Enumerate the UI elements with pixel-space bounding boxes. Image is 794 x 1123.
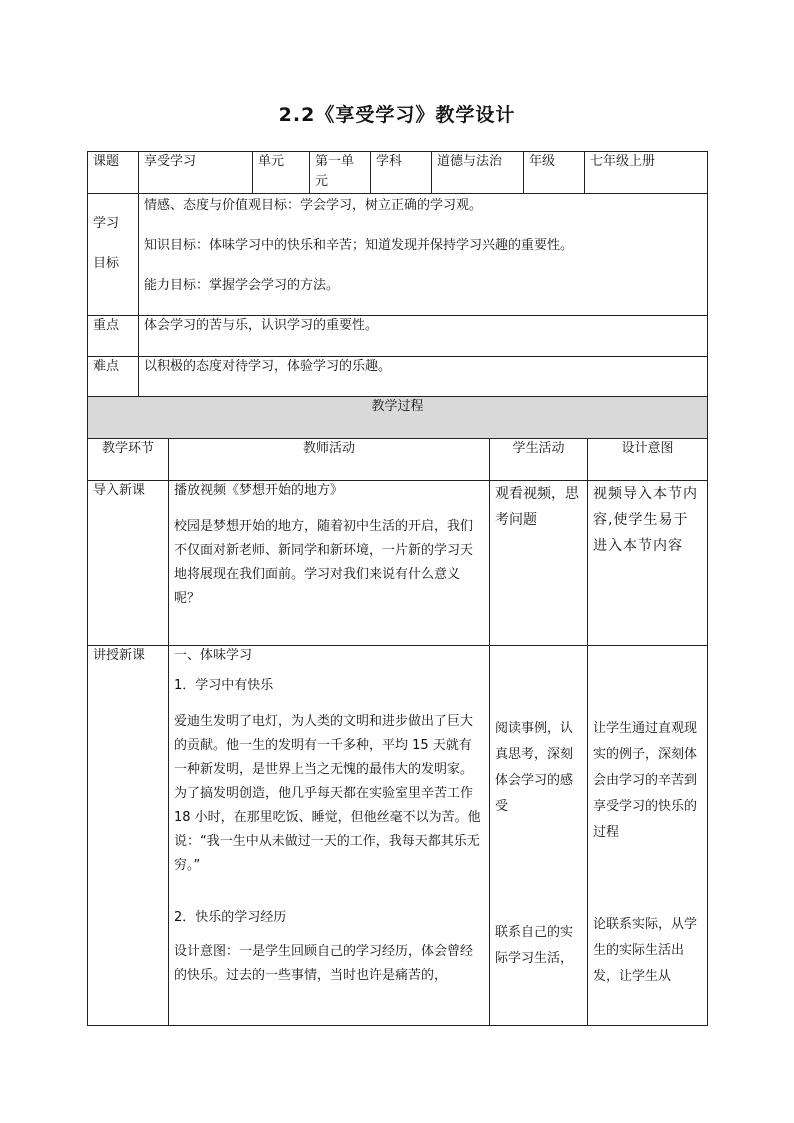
lesson-design: 设计意图：一是学生回顾自己的学习经历，体会曾经的快乐。过去的一些事情，当时也许是痛苦的，	[174, 944, 474, 983]
intro-student: 观看视频，思考问题	[490, 481, 588, 646]
key-row	[88, 316, 708, 357]
grade-value: 七年级上册	[585, 152, 708, 194]
subject-value: 道德与法治	[432, 152, 524, 194]
process-header: 教学过程	[88, 397, 708, 439]
intro-intent: 视频导入本节内容,使学生易于进入本节内容	[588, 481, 708, 646]
col-student: 学生活动	[490, 439, 588, 481]
goals-label-line-1: 学习	[93, 216, 120, 231]
goals-row	[88, 194, 708, 316]
goal-ability: 能力目标：掌握学会学习的方法。	[144, 278, 340, 293]
goal-emotion: 情感、态度与价值观目标：学会学习，树立正确的学习观。	[144, 198, 483, 213]
lesson-step: 讲授新课	[88, 646, 169, 1026]
lesson-sub-2: 2．快乐的学习经历	[174, 910, 287, 925]
intro-teacher-video: 播放视频《梦想开始的地方》	[174, 483, 344, 498]
difficulty-row	[88, 357, 708, 398]
goals-content	[139, 194, 708, 316]
subject-label: 学科	[371, 152, 432, 194]
col-intent: 设计意图	[588, 439, 708, 481]
lesson-student-1: 阅读事例，认真思考，深刻体会学习的感受	[495, 721, 574, 814]
lesson-student-2: 联系自己的实际学习生活，	[495, 925, 574, 966]
lesson-teacher	[169, 646, 490, 1026]
key-label: 重点	[88, 316, 139, 357]
col-teacher: 教师活动	[169, 439, 490, 481]
lesson-intent-1: 让学生通过直观现实的例子，深刻体会由学习的辛苦到享受学习的快乐的过程	[593, 721, 698, 840]
unit-value: 第一单元	[310, 152, 371, 194]
goals-label-line-2: 目标	[93, 256, 120, 271]
lesson-row	[88, 646, 708, 1026]
col-step: 教学环节	[88, 439, 169, 481]
lesson-sub-1: 1．学习中有快乐	[174, 678, 274, 693]
info-table	[87, 151, 708, 398]
course-value: 享受学习	[139, 152, 253, 194]
process-table	[87, 396, 708, 1026]
document-title: 2.2《享受学习》教学设计	[278, 104, 516, 126]
key-text: 体会学习的苦与乐，认识学习的重要性。	[139, 316, 708, 357]
lesson-section: 一、体味学习	[174, 648, 253, 663]
intro-teacher-text: 校园是梦想开始的地方，随着初中生活的开启，我们不仅面对新老师、新同学和新环境，一片新的学习天地将展现在我们面前。学习对我们来说有什么意义呢？	[174, 519, 474, 606]
lesson-intent	[588, 646, 708, 1026]
intro-step: 导入新课	[88, 481, 169, 646]
column-header-row	[88, 439, 708, 481]
process-header-row	[88, 397, 708, 439]
course-label: 课题	[88, 152, 139, 194]
goal-knowledge: 知识目标：体味学习中的快乐和辛苦；知道发现并保持学习兴趣的重要性。	[144, 238, 574, 253]
goals-label	[88, 194, 139, 316]
difficulty-text: 以积极的态度对待学习，体验学习的乐趣。	[139, 357, 708, 398]
lesson-intent-2: 论联系实际，从学生的实际生活出发，让学生从	[593, 917, 698, 984]
unit-label: 单元	[253, 152, 310, 194]
difficulty-label: 难点	[88, 357, 139, 398]
lesson-story: 爱迪生发明了电灯，为人类的文明和进步做出了巨大的贡献。他一生的发明有一千多种，平均 15 天就有一种新发明，是世界上当之无愧的最伟大的发明家。为了搞发明创造，他几乎每天都在实验室里辛苦工作 18 小时，在那里吃饭、睡觉，但他丝毫不以为苦。他说：“我一生中从未做过一天的工作，我每天都其乐无穷。”	[174, 714, 481, 873]
lesson-student	[490, 646, 588, 1026]
intro-teacher	[169, 481, 490, 646]
grade-label: 年级	[524, 152, 585, 194]
intro-row	[88, 481, 708, 646]
course-row	[88, 152, 708, 194]
